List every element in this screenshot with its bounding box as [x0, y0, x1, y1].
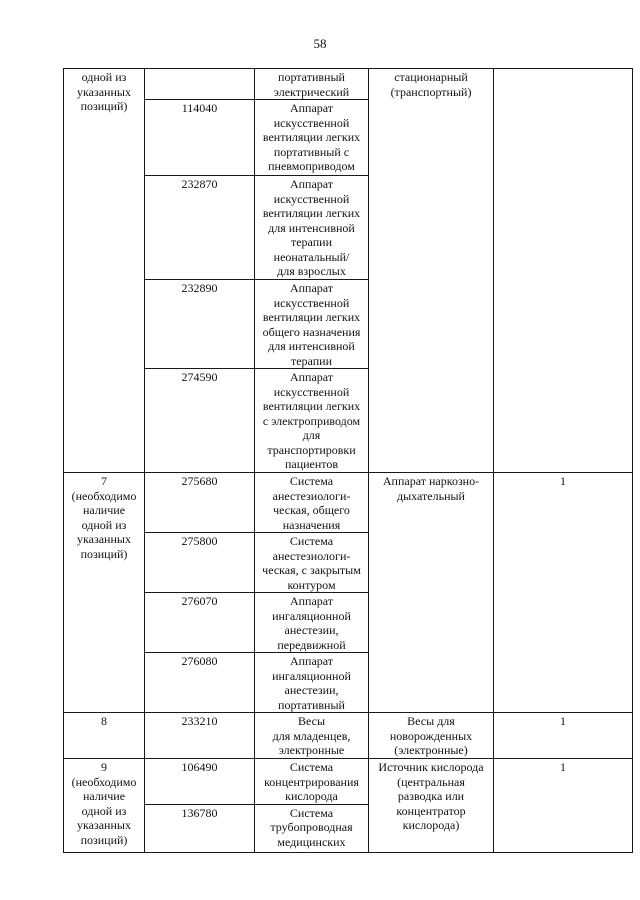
- name-cell: Система трубопроводная медицинских: [255, 804, 369, 852]
- code-cell: 275800: [145, 533, 255, 593]
- name-cell: Система концентрирования кислорода: [255, 759, 369, 805]
- table-row: [64, 69, 633, 100]
- position-cell: 7 (необходимо наличие одной из указанных позиций): [64, 473, 145, 713]
- name-cell: Система анестезиологи- ческая, с закрытым контуром: [255, 533, 369, 593]
- name-cell: Аппарат искусственной вентиляции легких с электроприводом для транспортировки пациентов: [255, 369, 369, 473]
- table-row: [64, 759, 633, 805]
- code-cell: 233210: [145, 713, 255, 759]
- name-cell: Аппарат ингаляционной анестезии, портативный: [255, 653, 369, 713]
- type-cell: стационарный (транспортный): [369, 69, 494, 473]
- name-cell: Весы для младенцев, электронные: [255, 713, 369, 759]
- name-cell: Аппарат искусственной вентиляции легких портативный с пневмоприводом: [255, 100, 369, 176]
- name-cell: Аппарат ингаляционной анестезии, передвижной: [255, 593, 369, 653]
- type-cell: Источник кислорода (центральная разводка или концентратор кислорода): [369, 759, 494, 853]
- quantity-cell: 1: [494, 759, 633, 853]
- code-cell: 274590: [145, 369, 255, 473]
- code-cell: 232890: [145, 280, 255, 369]
- name-cell: Аппарат искусственной вентиляции легких общего назначения для интенсивной терапии: [255, 280, 369, 369]
- type-cell: Аппарат наркозно- дыхательный: [369, 473, 494, 713]
- position-cell: 8: [64, 713, 145, 759]
- page-number: 58: [313, 36, 327, 51]
- name-cell: Система анестезиологи- ческая, общего назначения: [255, 473, 369, 533]
- position-cell: 9 (необходимо наличие одной из указанных позиций): [64, 759, 145, 853]
- type-cell: Весы для новорожденных (электронные): [369, 713, 494, 759]
- code-cell: 232870: [145, 176, 255, 280]
- code-cell: 114040: [145, 100, 255, 176]
- code-cell: 276070: [145, 593, 255, 653]
- equipment-table: [63, 68, 633, 853]
- code-cell: 136780: [145, 804, 255, 852]
- code-cell: 106490: [145, 759, 255, 805]
- table-row: [64, 473, 633, 533]
- quantity-cell: [494, 69, 633, 473]
- name-cell: Аппарат искусственной вентиляции легких для интенсивной терапии неонатальный/ для взрослых: [255, 176, 369, 280]
- position-cell: одной из указанных позиций): [64, 69, 145, 473]
- name-cell: портативный электрический: [255, 69, 369, 100]
- quantity-cell: 1: [494, 473, 633, 713]
- quantity-cell: 1: [494, 713, 633, 759]
- code-cell: 276080: [145, 653, 255, 713]
- code-cell: [145, 69, 255, 100]
- code-cell: 275680: [145, 473, 255, 533]
- table-row: [64, 713, 633, 759]
